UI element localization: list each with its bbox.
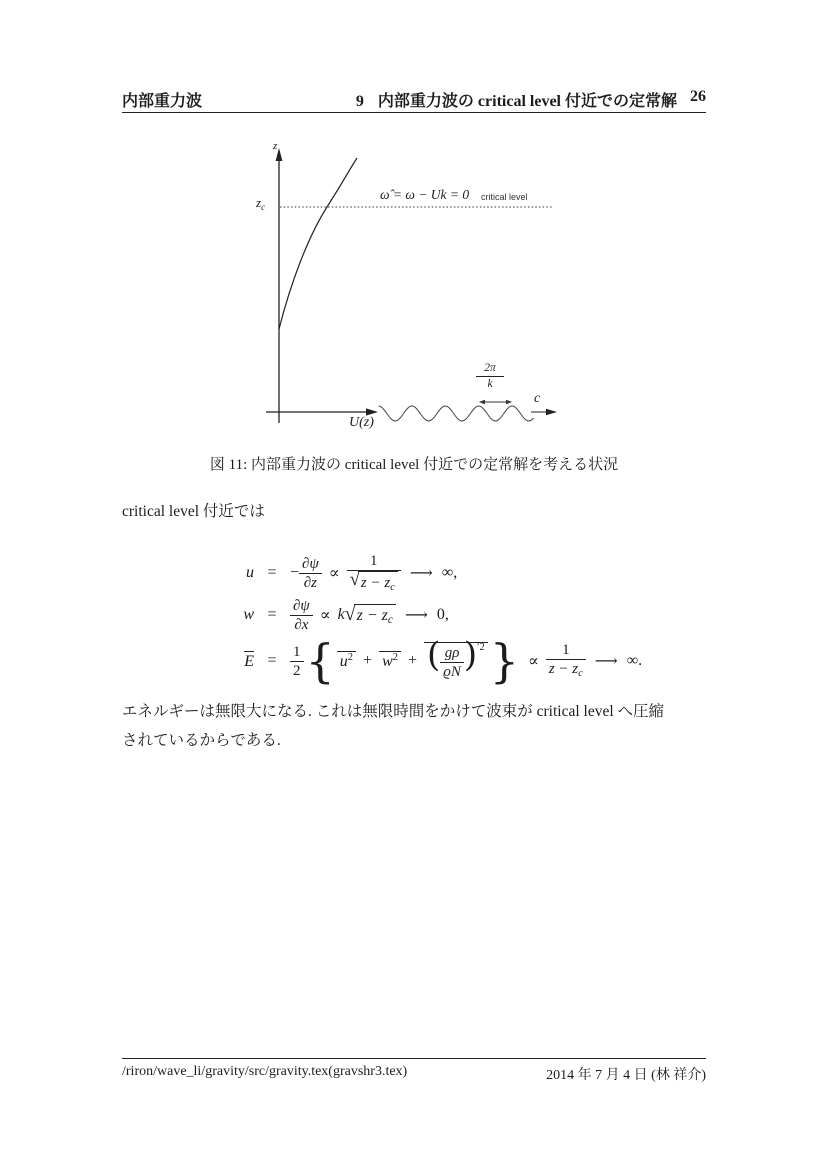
eq1-frac1-den: ∂z xyxy=(299,573,322,592)
eq3-term2-base: w xyxy=(382,653,393,670)
eq1-limit: ∞, xyxy=(441,564,458,581)
eq3-arrow: ⟶ xyxy=(594,653,618,670)
header-left-title: 内部重力波 xyxy=(122,93,203,110)
phase-speed-label: c xyxy=(534,391,541,406)
zc-label xyxy=(256,195,265,212)
eq2-frac1-num: ∂ψ xyxy=(293,597,310,614)
header-section xyxy=(356,88,677,111)
header-section-title: 内部重力波の critical level 付近での定常解 xyxy=(377,93,677,110)
eq3-frac2-den-inner: z − z xyxy=(548,661,579,678)
equation-u xyxy=(228,551,457,595)
phase-speed-arrowhead xyxy=(546,409,557,415)
eq3-term1-sup: 2 xyxy=(347,652,354,663)
radical-sign: √ xyxy=(349,568,360,590)
eq1-frac1-num: ∂ψ xyxy=(302,555,319,572)
eq2-radicand-sub: c xyxy=(387,614,393,626)
eq3-term1 xyxy=(337,651,356,671)
wavelength-numerator: 2π xyxy=(484,362,496,374)
eq3-half-den: 2 xyxy=(290,661,304,680)
eq1-frac2-den xyxy=(347,570,401,595)
eq2-frac1-den: ∂x xyxy=(290,615,313,634)
eq3-term3 xyxy=(424,634,488,681)
wavelength-denominator: k xyxy=(476,376,504,391)
eq2-limit: 0, xyxy=(436,606,449,623)
eq3-term2 xyxy=(379,651,401,671)
eq1-arrow: ⟶ xyxy=(409,565,433,582)
radical-sign: √ xyxy=(344,603,356,625)
eq2-radicand: z − z xyxy=(356,607,388,624)
eq1-minus: − xyxy=(290,564,300,581)
eq2-arrow: ⟶ xyxy=(404,607,428,624)
eq3-prime-squared: ′2 xyxy=(477,641,485,653)
eq1-frac2 xyxy=(347,552,401,595)
wind-profile-curve xyxy=(279,158,357,329)
header-rule xyxy=(122,112,706,113)
z-axis-label: z xyxy=(273,140,278,152)
eq3-inner-frac xyxy=(440,644,464,681)
eq3-inner-num: gρ xyxy=(444,644,460,661)
footer-file-path: /riron/wave_li/gravity/src/gravity.tex(gravshr3.tex) xyxy=(122,1064,408,1079)
eq1-radicand: z − z xyxy=(360,574,391,591)
eq2-sqrt xyxy=(345,604,396,626)
eq3-half-num: 1 xyxy=(293,643,301,660)
wavelength-arrowhead-left xyxy=(479,400,485,404)
eq3-term1-base: u xyxy=(339,653,348,670)
zc-subscript: c xyxy=(261,202,266,212)
equation-energy: E = $\frac{1}{2}$ { $u^2$ + $w^2$ + ( $\frac{g\rho}{ϱN}$ )$^{'2}$ } ∝ $\frac{1}{z - z_c}$ ⟶ ∞. xyxy=(228,633,642,689)
eq3-frac2 xyxy=(546,641,586,681)
footer-date-author: 2014 年 7 月 4 日 (林 祥介) xyxy=(546,1068,706,1083)
eq3-half xyxy=(290,643,304,680)
eq3-inner-den: ϱN xyxy=(440,662,464,681)
wavelength-arrowhead-right xyxy=(506,400,512,404)
eq2-propto: ∝ xyxy=(319,607,331,624)
wave-train xyxy=(379,406,534,421)
eq3-term2-sup: 2 xyxy=(392,652,398,663)
figure-drawing xyxy=(0,130,600,450)
eq3-paren-open: ( xyxy=(427,634,441,675)
u-axis-label: U(z) xyxy=(349,415,374,430)
eq3-paren-close: ) xyxy=(463,634,478,675)
eq1-equals: = xyxy=(267,564,277,581)
eq3-plus1: + xyxy=(363,652,373,669)
body-text-line1: エネルギーは無限大になる. これは無限時間をかけて波束が critical level へ圧縮 xyxy=(122,703,665,720)
eq3-propto: ∝ xyxy=(528,653,539,670)
eq3-frac2-den xyxy=(546,659,586,681)
dispersion-relation-label: ω̂ = ω − Uk = 0 xyxy=(380,187,470,202)
body-text-line2: されているからである. xyxy=(122,732,281,749)
figure-caption: 図 11: 内部重力波の critical level 付近での定常解を考える状況 xyxy=(209,457,619,473)
eq3-plus2: + xyxy=(407,652,418,669)
header-section-number: 9 xyxy=(355,93,364,110)
figure-11 xyxy=(0,130,600,450)
eq2-equals: = xyxy=(267,606,277,623)
eq3-lhs xyxy=(228,651,254,671)
eq2-coefficient: k xyxy=(337,606,345,623)
eq1-frac2-num: 1 xyxy=(369,552,378,569)
eq1-radicand-sub: c xyxy=(390,581,395,593)
eq3-limit: ∞. xyxy=(626,652,643,669)
eq3-E-bar: E xyxy=(244,653,254,670)
header-page-number: 26 xyxy=(690,88,706,105)
eq3-equals: = xyxy=(267,652,277,669)
equation-w xyxy=(228,593,449,637)
eq3-frac2-den-sub: c xyxy=(578,668,583,680)
intro-text: critical level 付近では xyxy=(122,503,265,520)
footer-rule xyxy=(122,1058,706,1059)
eq2-lhs: w xyxy=(243,606,254,623)
eq3-frac2-num: 1 xyxy=(562,642,570,659)
critical-level-label: critical level xyxy=(481,192,528,202)
zc-base: z xyxy=(256,195,262,210)
eq1-frac1 xyxy=(299,555,322,592)
wavelength-label xyxy=(476,362,504,391)
eq1-lhs: u xyxy=(246,564,254,581)
eq2-frac1 xyxy=(290,597,313,634)
eq1-propto: ∝ xyxy=(328,565,340,582)
